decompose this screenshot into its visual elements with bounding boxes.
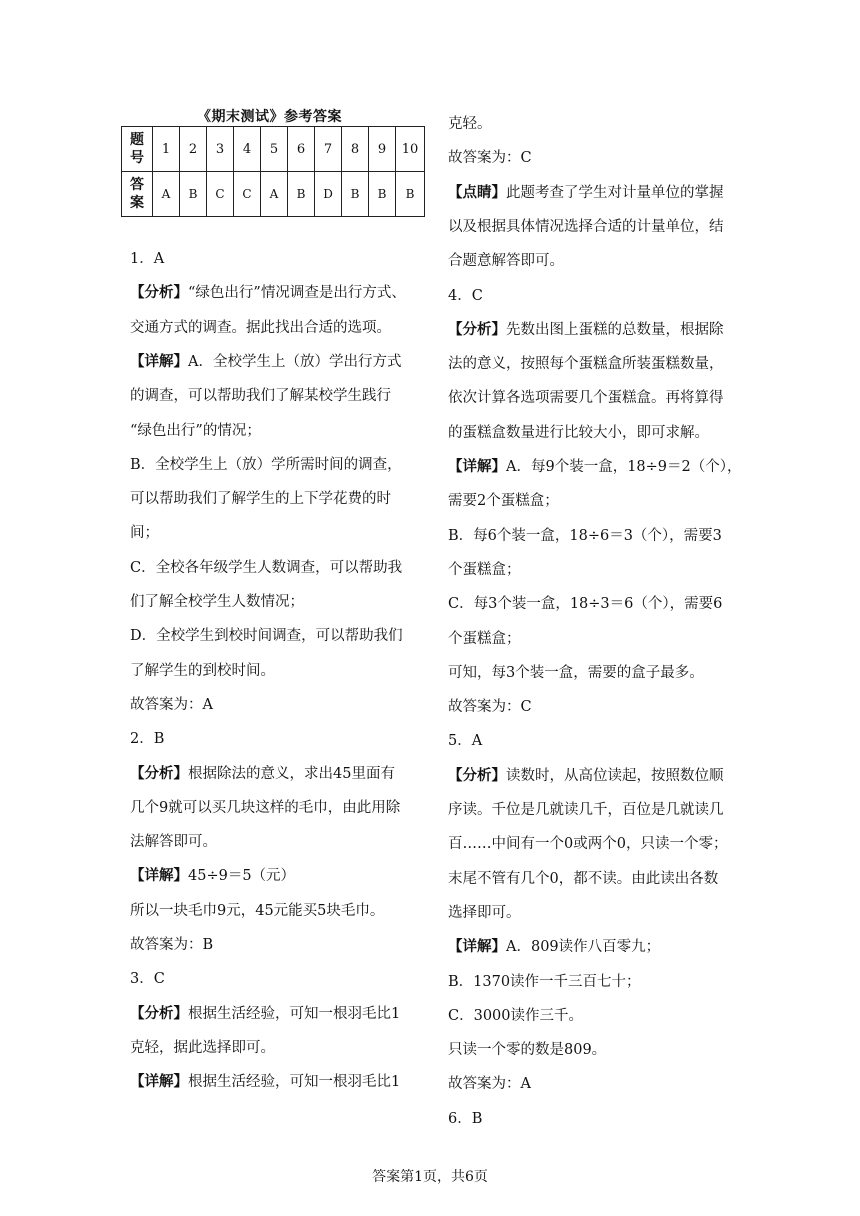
text-line: D．全校学生到校时间调查，可以帮助我们 <box>130 628 403 645</box>
text-line: 1．A <box>130 251 165 267</box>
text-line: 故答案为：A <box>448 1076 531 1093</box>
text-line: 6．B <box>448 1110 483 1127</box>
section-tag: 【分析】 <box>448 320 506 338</box>
line-text: “绿色出行”情况调查是出行方式、 <box>188 285 406 302</box>
text-line: C．每3个装一盒，18÷3＝6（个），需要6 <box>448 596 723 613</box>
text-line <box>130 1004 400 1024</box>
text-line: 合题意解答即可。 <box>448 253 564 270</box>
section-tag: 【分析】 <box>130 1004 188 1022</box>
section-tag: 【详解】 <box>448 938 506 956</box>
question-number-cell: 10 <box>396 127 425 172</box>
header-label-char: 号 <box>130 150 144 166</box>
text-line: C．全校各年级学生人数调查，可以帮助我 <box>130 559 403 576</box>
text-line <box>448 320 724 340</box>
text-line: 2．B <box>130 731 165 748</box>
text-line: 故答案为：C <box>448 150 532 167</box>
table-row-answers <box>122 172 425 217</box>
header-label-cell <box>122 127 153 172</box>
text-line: 故答案为：A <box>130 696 213 713</box>
line-text: 此题考查了学生对计量单位的掌握 <box>506 184 724 201</box>
answer-cell: A <box>153 172 180 217</box>
section-tag: 【详解】 <box>448 458 506 475</box>
text-line <box>448 183 724 203</box>
answer-cell: A <box>261 172 288 217</box>
text-line: 选择即可。 <box>448 904 521 921</box>
question-number-cell: 4 <box>234 127 261 172</box>
text-line <box>130 1072 400 1092</box>
section-tag: 【详解】 <box>130 352 188 370</box>
line-text: 根据生活经验，可知一根羽毛比1 <box>188 1074 401 1091</box>
text-line: 法解答即可。 <box>130 834 217 851</box>
answer-cell: B <box>369 172 396 217</box>
text-line: B．每6个装一盒，18÷6＝3（个），需要3 <box>448 527 722 544</box>
line-text: A．每9个装一盒，18÷9＝2（个）， <box>506 459 742 475</box>
text-line: 以及根据具体情况选择合适的计量单位，结 <box>448 218 724 235</box>
text-line: B．1370读作一千三百七十； <box>448 973 641 990</box>
section-tag: 【分析】 <box>130 764 188 782</box>
answer-cell: D <box>315 172 342 217</box>
question-number-cell: 8 <box>342 127 369 172</box>
text-line: B．全校学生上（放）学所需时间的调查， <box>130 456 402 473</box>
text-line: 5．A <box>448 733 483 750</box>
section-tag: 【点睛】 <box>448 183 506 201</box>
text-line: “绿色出行”的情况； <box>130 422 261 439</box>
text-line: C．3000读作三千。 <box>448 1007 583 1024</box>
line-text: 根据生活经验，可知一根羽毛比1 <box>188 1005 401 1022</box>
page-title: 《期末测试》参考答案 <box>197 109 342 125</box>
question-number-cell: 7 <box>315 127 342 172</box>
answer-label-char: 案 <box>130 195 144 211</box>
text-line: 3．C <box>130 971 165 988</box>
text-line: 百……中间有一个0或两个0，只读一个零； <box>448 836 728 853</box>
text-line: 交通方式的调查。据此找出合适的选项。 <box>130 319 391 336</box>
text-line <box>130 866 295 886</box>
section-tag: 【分析】 <box>448 766 506 784</box>
line-text: 读数时，从高位读起，按照数位顺 <box>506 767 724 784</box>
answer-cell: B <box>396 172 425 217</box>
question-number-cell: 6 <box>288 127 315 172</box>
text-line <box>448 457 742 477</box>
question-number-cell: 9 <box>369 127 396 172</box>
answer-label-cell <box>122 172 153 217</box>
answer-table <box>121 126 425 217</box>
answer-label-char: 答 <box>130 177 144 193</box>
answer-cell: B <box>180 172 207 217</box>
table-row-numbers <box>122 127 425 172</box>
question-number-cell: 3 <box>207 127 234 172</box>
text-line: 需要2个蛋糕盒； <box>448 493 559 510</box>
line-text: 45÷9＝5（元） <box>188 868 296 885</box>
text-line: 故答案为：C <box>448 699 532 716</box>
text-line <box>448 766 724 786</box>
answer-cell: B <box>288 172 315 217</box>
section-tag: 【详解】 <box>130 1073 188 1091</box>
text-line: 只读一个零的数是809。 <box>448 1042 607 1059</box>
text-line: 个蛋糕盒； <box>448 630 521 647</box>
text-line: 末尾不管有几个0，都不读。由此读出各数 <box>448 870 719 887</box>
text-line <box>130 283 406 303</box>
answer-cell: B <box>342 172 369 217</box>
text-line: 所以一块毛巾9元，45元能买5块毛巾。 <box>130 902 385 919</box>
text-line: 的调查，可以帮助我们了解某校学生践行 <box>130 388 391 405</box>
text-line <box>130 352 401 372</box>
line-text: A．全校学生上（放）学出行方式 <box>188 353 402 370</box>
text-line: 可知，每3个装一盒，需要的盒子最多。 <box>448 664 704 681</box>
section-tag: 【分析】 <box>130 284 188 302</box>
text-line: 法的意义，按照每个蛋糕盒所装蛋糕数量， <box>448 356 724 373</box>
line-text: A．809读作八百零九； <box>506 939 661 956</box>
line-text: 根据除法的意义，求出45里面有 <box>188 765 395 782</box>
text-line: 几个9就可以买几块这样的毛巾，由此用除 <box>130 799 401 816</box>
text-line: 们了解全校学生人数情况； <box>130 594 304 610</box>
text-line: 个蛋糕盒； <box>448 561 521 578</box>
text-line: 克轻，据此选择即可。 <box>130 1039 275 1056</box>
text-line <box>130 764 395 784</box>
text-line: 故答案为：B <box>130 937 214 953</box>
question-number-cell: 1 <box>153 127 180 172</box>
answer-cell: C <box>207 172 234 217</box>
text-line: 间； <box>130 525 159 542</box>
question-number-cell: 2 <box>180 127 207 172</box>
answer-cell: C <box>234 172 261 217</box>
text-line: 序读。千位是几就读几千，百位是几就读几 <box>448 802 724 818</box>
text-line: 依次计算各选项需要几个蛋糕盒。再将算得 <box>448 390 724 407</box>
section-tag: 【详解】 <box>130 867 188 885</box>
text-line: 可以帮助我们了解学生的上下学花费的时 <box>130 491 391 508</box>
page-footer: 答案第1页，共6页 <box>372 1169 488 1185</box>
header-label-char: 题 <box>130 132 144 148</box>
text-line: 了解学生的到校时间。 <box>130 662 275 679</box>
question-number-cell: 5 <box>261 127 288 172</box>
line-text: 先数出图上蛋糕的总数量，根据除 <box>506 321 724 338</box>
text-line: 的蛋糕盒数量进行比较大小，即可求解。 <box>448 424 709 441</box>
text-line: 4．C <box>448 287 483 304</box>
text-line: 克轻。 <box>448 116 492 132</box>
text-line <box>448 937 660 957</box>
